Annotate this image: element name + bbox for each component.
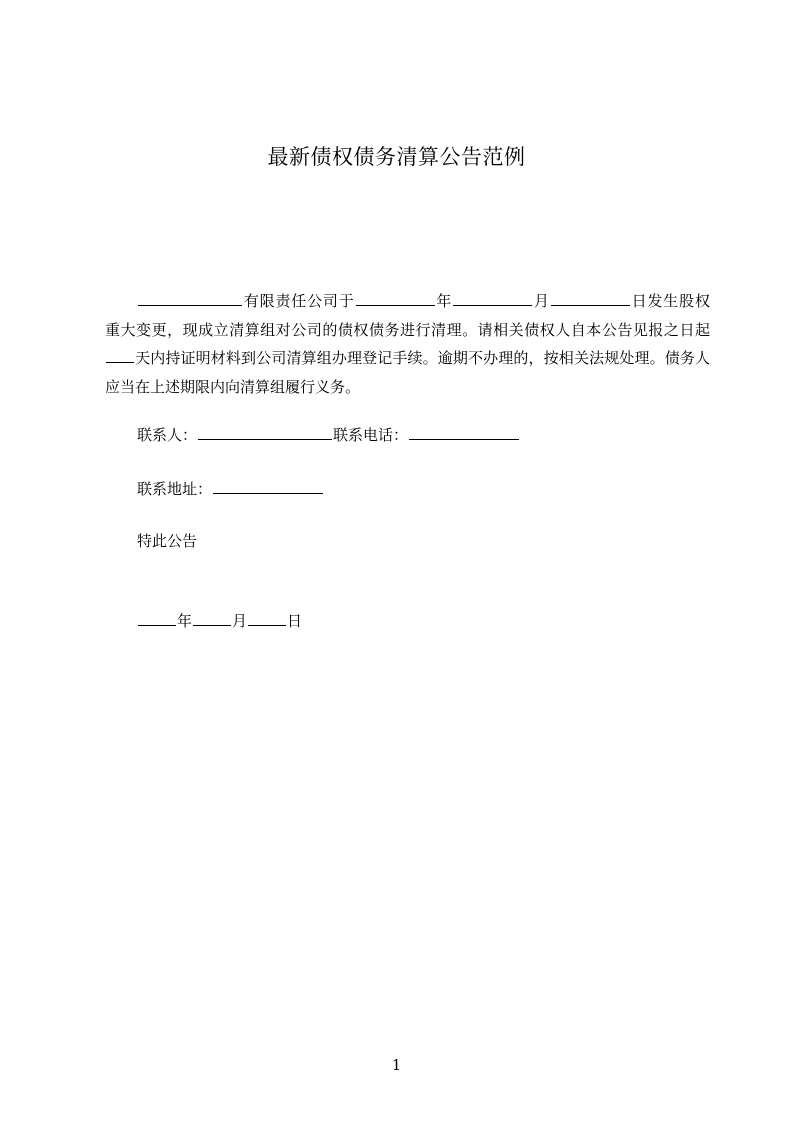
date-year-blank <box>138 610 176 626</box>
notice-body <box>105 287 710 401</box>
contact-address-blank <box>213 478 323 494</box>
month-text: 月 <box>533 292 550 310</box>
day-blank <box>551 290 630 306</box>
notice-closing: 特此公告 <box>137 532 198 550</box>
date-month-text: 月 <box>232 612 248 630</box>
date-day-blank <box>248 610 286 626</box>
month-blank <box>453 290 532 306</box>
company-suffix-text: 有限责任公司于 <box>243 292 355 310</box>
contact-person-label: 联系人： <box>137 426 198 444</box>
contact-address-line <box>137 478 324 499</box>
contact-address-label: 联系地址： <box>137 480 213 498</box>
day-event-text: 日发生股权重大变更，现成立清算组对公司的债权债务进行清理。请相关债权人自本公告见报之日起 <box>105 292 710 339</box>
year-blank <box>356 290 435 306</box>
document-title: 最新债权债务清算公告范例 <box>267 145 526 169</box>
company-name-blank <box>138 290 242 306</box>
days-blank <box>106 347 134 363</box>
year-text: 年 <box>435 292 453 310</box>
page-number: 1 <box>391 1056 402 1074</box>
days-text: 天内持证明材料到公司清算组办理登记手续。逾期不办理的，按相关法规处理。债务人应当在上述期限内向清算组履行义务。 <box>105 349 710 396</box>
date-line <box>137 610 302 631</box>
date-day-text: 日 <box>287 612 303 630</box>
contact-phone-label: 联系电话： <box>333 426 409 444</box>
contact-phone-blank <box>409 424 519 440</box>
contact-line <box>137 424 520 445</box>
contact-person-blank <box>198 424 332 440</box>
date-month-blank <box>193 610 231 626</box>
date-year-text: 年 <box>177 612 193 630</box>
